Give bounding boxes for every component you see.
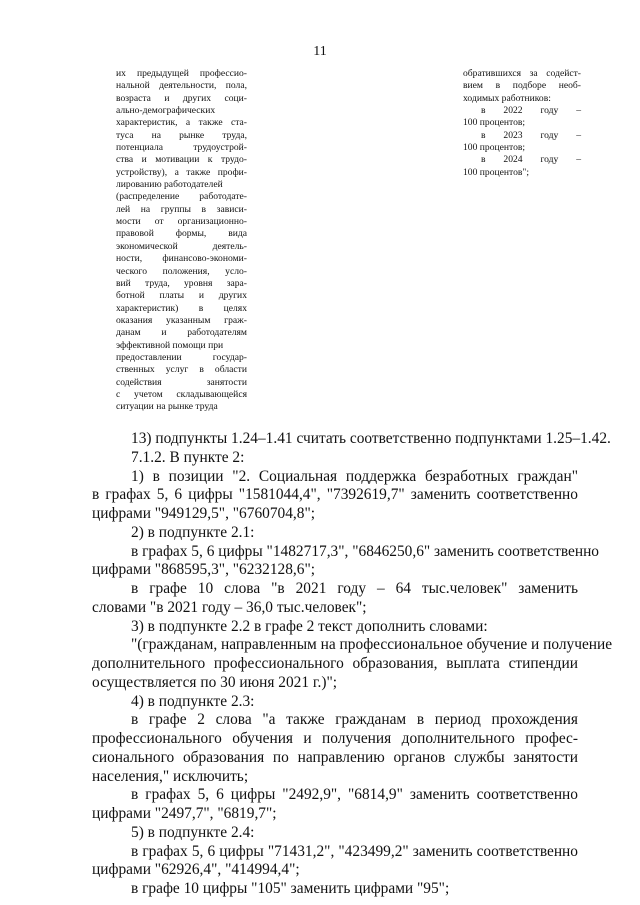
paragraph-line: в графах 5, 6 цифры "1482717,3", "6846250,6" заменить соответственно (131, 542, 600, 560)
table-line: ходимых работников: (463, 92, 551, 104)
table-line: лированию работодателей (116, 179, 223, 191)
paragraph-line: в графе 10 цифры "105" заменить цифрами "95"; (131, 880, 450, 897)
table-line: в 2023 году – (481, 129, 581, 141)
table-line: с учетом складывающейся (116, 388, 247, 400)
table-line: мости от организационно- (116, 216, 247, 228)
paragraph-line: 5) в подпункте 2.4: (131, 823, 255, 841)
table-line: лей на группы в зависи- (116, 203, 247, 215)
table-line: характеристик) в целях (116, 302, 247, 314)
paragraph-line: 2) в подпункте 2.1: (131, 523, 255, 541)
paragraph-line: цифрами "2497,7", "6819,7"; (92, 805, 277, 822)
table-line: 100 процентов; (463, 142, 526, 154)
paragraph-line: 3) в подпункте 2.2 в графе 2 текст дополнить словами: (131, 617, 488, 635)
paragraph-line: "(гражданам, направленным на профессиональное обучение и получение (131, 636, 613, 654)
table-line: вий труда, уровня зара- (116, 277, 247, 289)
table-line: вием в подборе необ- (463, 80, 581, 92)
paragraph-line: 4) в подпункте 2.3: (131, 692, 255, 710)
paragraph-line: цифрами "62926,4", "414994,4"; (92, 861, 300, 879)
table-line: 100 процентов; (463, 117, 526, 129)
table-line: туса на рынке труда, (116, 129, 247, 141)
table-line: ситуации на рынке труда (116, 401, 218, 413)
table-line: (распределение работодате- (116, 191, 247, 203)
paragraph-line: 13) подпункты 1.24–1.41 считать соответственно подпунктами 1.25–1.42. (131, 430, 611, 447)
document-body (92, 430, 613, 899)
paragraph-line: в графах 5, 6 цифры "2492,9", "6814,9" заменить соответственно (131, 786, 578, 804)
table-line: обратившихся за содейст- (463, 68, 581, 79)
table-line: характеристик, а также ста- (116, 117, 247, 129)
table-line: устройству), а также профи- (116, 166, 247, 178)
paragraph-line: в графах 5, 6 цифры "71431,2", "423499,2" заменить соответственно (131, 842, 578, 860)
table-line: ственных услуг в области (116, 364, 247, 376)
table-line: 100 процентов"; (463, 166, 530, 178)
paragraph-line: в графе 2 слова "а также гражданам в период прохождения (131, 711, 578, 729)
paragraph-line: в графе 10 слова "в 2021 году – 64 тыс.человек" заменить (131, 580, 578, 597)
paragraph-line: 7.1.2. В пункте 2: (131, 448, 245, 466)
table-line: эффективной помощи при (116, 339, 224, 351)
table-line: ально-демографических (116, 105, 216, 117)
table-line: в 2022 году – (481, 105, 581, 117)
table-line: оказания указанным граж- (116, 314, 247, 326)
paragraph-line: профессионального обучения и получения дополнительного профес- (92, 730, 578, 747)
table-cell-left (116, 68, 247, 414)
table-line: ческого положения, усло- (116, 265, 247, 277)
paragraph-line: 1) в позиции "2. Социальная поддержка безработных граждан" (131, 467, 578, 485)
table-line: данам и работодателям (116, 327, 247, 339)
paragraph-line: словами "в 2021 году – 36,0 тыс.человек"; (92, 598, 367, 616)
paragraph-line: цифрами "949129,5", "6760704,8"; (92, 505, 316, 522)
table-line: правовой формы, вида (116, 228, 247, 240)
paragraph-line: дополнительного профессионального образования, выплата стипендии (92, 655, 578, 672)
paragraph-line: сионального образования по направлению органов службы занятости (92, 748, 578, 766)
page-number: 11 (313, 44, 327, 59)
paragraph-line: населения," исключить; (92, 767, 249, 785)
table-line: ности, финансово-экономи- (116, 253, 247, 265)
table-line: ства и мотивации к трудо- (116, 154, 247, 166)
table-line: в 2024 году – (481, 154, 581, 166)
table-line: потенциала трудоустрой- (116, 142, 247, 154)
table-line: содействия занятости (116, 376, 247, 388)
table-cell-right (463, 68, 581, 179)
table-line: нальной деятельности, пола, (116, 80, 247, 92)
table-line: возраста и других соци- (116, 92, 247, 104)
paragraph-line: цифрами "868595,3", "6232128,6"; (92, 561, 316, 579)
paragraph-line: в графах 5, 6 цифры "1581044,4", "7392619,7" заменить соответственно (92, 486, 578, 504)
paragraph-line: осуществляется по 30 июня 2021 г.)"; (92, 673, 338, 691)
table-line: ботной платы и других (116, 290, 247, 302)
table-line: экономической деятель- (116, 240, 247, 252)
table-line: их предыдущей профессио- (116, 68, 247, 79)
table-line: предоставлении государ- (116, 351, 247, 363)
